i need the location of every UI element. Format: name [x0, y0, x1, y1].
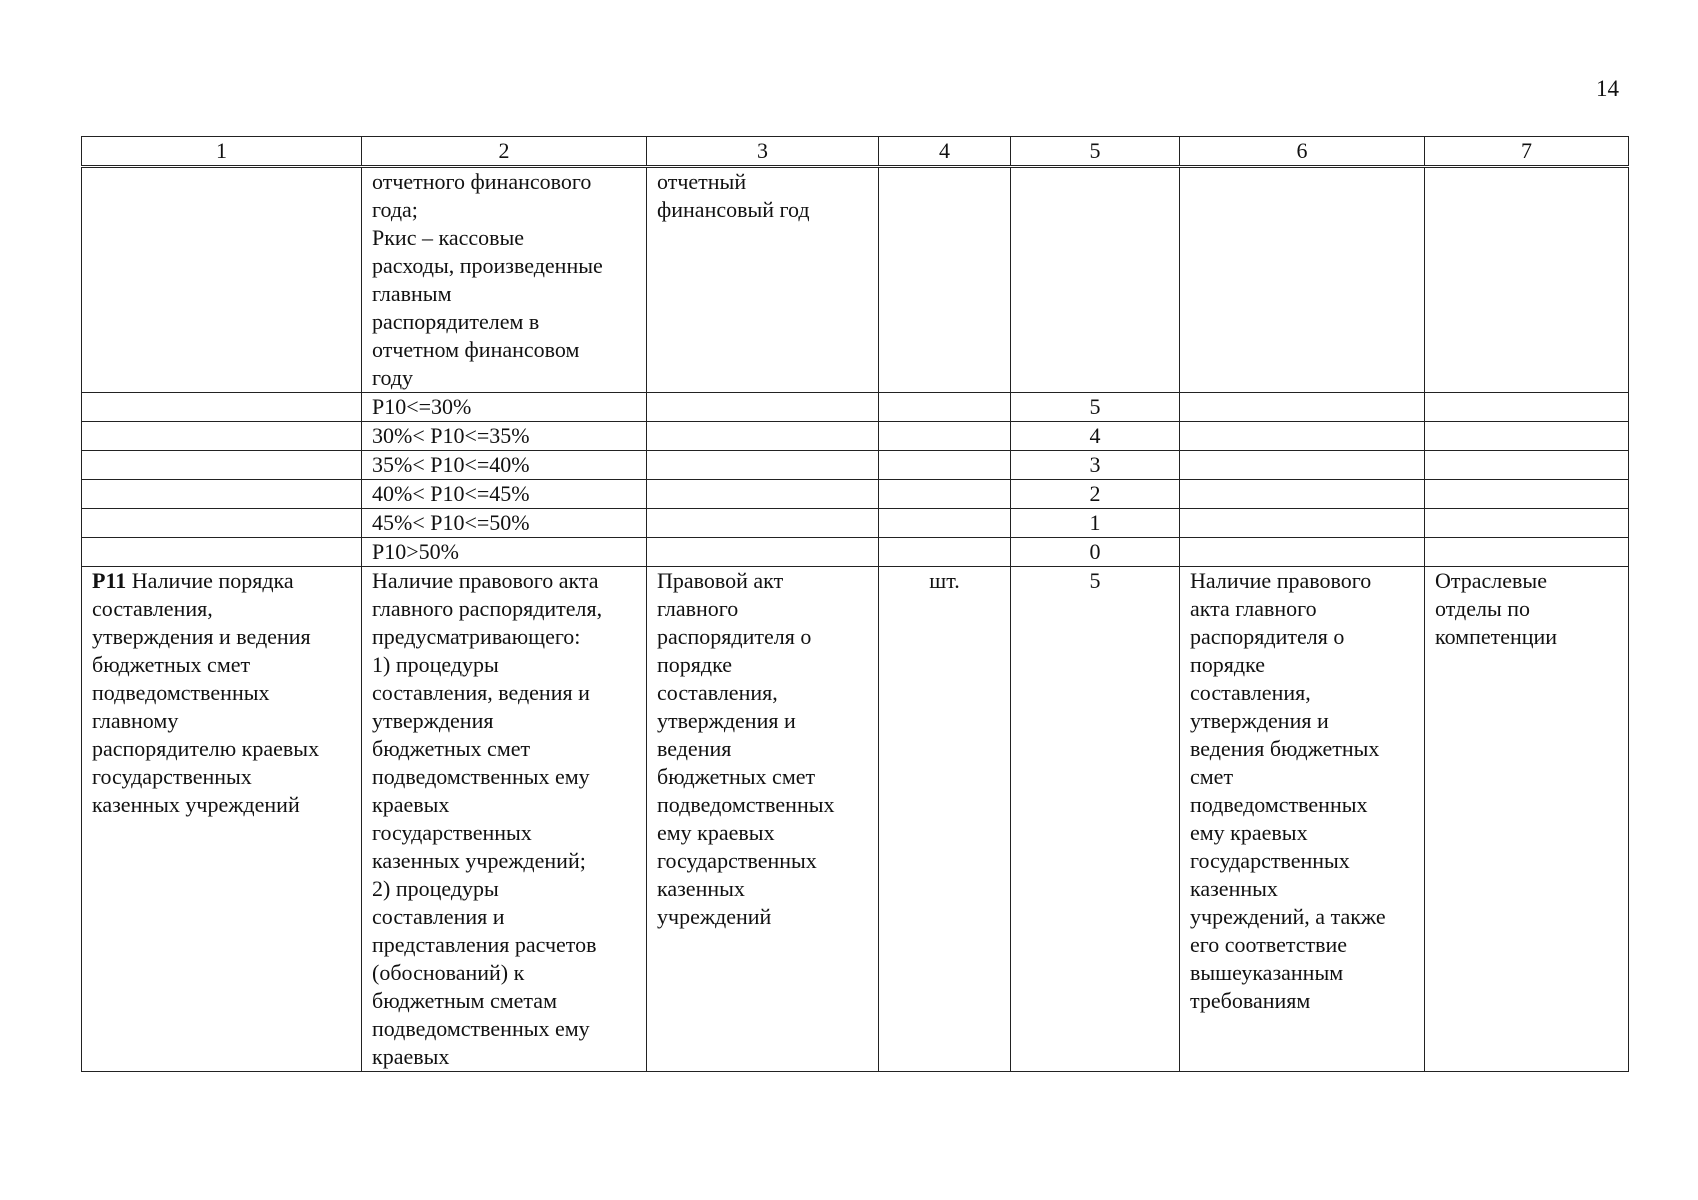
- text-line: бюджетных смет: [657, 764, 816, 789]
- text-line: компетенции: [1435, 624, 1558, 649]
- text-line: [92, 567, 353, 595]
- table-header-row: [82, 137, 1629, 167]
- text-line: отчетного финансового: [372, 169, 592, 194]
- text-line: бюджетных смет: [372, 736, 531, 761]
- text-line: требованиям: [1190, 988, 1311, 1013]
- text-line: главного: [657, 596, 739, 621]
- cell-condition: 40%< Р10<=45%: [362, 480, 647, 509]
- text-line: учреждений: [657, 904, 772, 929]
- cell-empty: [82, 451, 362, 480]
- text-line: распорядителя о: [1190, 624, 1345, 649]
- text-line: (обоснований) к: [372, 960, 525, 985]
- text-line: утверждения: [372, 708, 494, 733]
- indicator-title: Наличие порядка: [126, 568, 294, 593]
- cell-empty: [1180, 451, 1425, 480]
- text-line: казенных: [1190, 876, 1278, 901]
- cell-empty: [82, 167, 362, 393]
- cell-empty: [1425, 393, 1629, 422]
- text-line: утверждения и: [657, 708, 796, 733]
- column-number-2: 2: [362, 137, 647, 167]
- cell-empty: [879, 451, 1011, 480]
- text-line: смет: [1190, 764, 1234, 789]
- text-line: бюджетным сметам: [372, 988, 557, 1013]
- cell-empty: [647, 480, 879, 509]
- cell-condition: Р10<=30%: [362, 393, 647, 422]
- cell-points: 4: [1011, 422, 1180, 451]
- text-line: финансовый год: [657, 197, 810, 222]
- text-line: государственных: [1190, 848, 1350, 873]
- text-line: составления,: [1190, 680, 1311, 705]
- text-line: акта главного: [1190, 596, 1317, 621]
- text-line: году: [372, 365, 414, 390]
- cell-empty: [1425, 422, 1629, 451]
- text-line: подведомственных: [1190, 792, 1368, 817]
- text-line: государственных: [92, 764, 252, 789]
- text-line: составления, ведения и: [372, 680, 590, 705]
- cell-empty: [647, 393, 879, 422]
- text-line: государственных: [372, 820, 532, 845]
- text-line: казенных учреждений;: [372, 848, 586, 873]
- cell-empty: [82, 480, 362, 509]
- text-line: бюджетных смет: [92, 652, 251, 677]
- table-row-score: [82, 451, 1629, 480]
- cell-empty: [647, 451, 879, 480]
- column-number-5: 5: [1011, 137, 1180, 167]
- text-line: главным: [372, 281, 452, 306]
- text-line: предусматривающего:: [372, 624, 581, 649]
- text-line: его соответствие: [1190, 932, 1348, 957]
- text-line: Отраслевые: [1435, 568, 1547, 593]
- text-line: года;: [372, 197, 418, 222]
- cell-empty: [1425, 538, 1629, 567]
- text-line: утверждения и ведения: [92, 624, 311, 649]
- cell-empty: [647, 538, 879, 567]
- cell-empty: [1180, 422, 1425, 451]
- text-line: подведомственных: [92, 680, 270, 705]
- indicator-code: Р11: [92, 568, 127, 593]
- cell-empty: [82, 538, 362, 567]
- column-number-4: 4: [879, 137, 1011, 167]
- cell-empty: [879, 538, 1011, 567]
- cell-empty: [1180, 393, 1425, 422]
- cell-empty: [879, 509, 1011, 538]
- text-line: распорядителю краевых: [92, 736, 320, 761]
- table-row-score: [82, 480, 1629, 509]
- cell-responsible: [1425, 567, 1629, 1072]
- cell-empty: [647, 509, 879, 538]
- table-row-continuation: [82, 167, 1629, 393]
- text-line: распорядителя о: [657, 624, 812, 649]
- text-line: государственных: [657, 848, 817, 873]
- cell-points: 0: [1011, 538, 1180, 567]
- cell-criteria: [1180, 567, 1425, 1072]
- text-line: казенных: [657, 876, 745, 901]
- text-line: составления,: [657, 680, 778, 705]
- cell-condition: 35%< Р10<=40%: [362, 451, 647, 480]
- cell-empty: [1425, 480, 1629, 509]
- cell-formula-description: [362, 567, 647, 1072]
- cell-empty: [82, 509, 362, 538]
- column-number-3: 3: [647, 137, 879, 167]
- cell-source-data: [647, 167, 879, 393]
- cell-empty: [647, 422, 879, 451]
- cell-empty: [879, 480, 1011, 509]
- cell-points: 5: [1011, 567, 1180, 1072]
- text-line: составления,: [92, 596, 213, 621]
- text-line: порядке: [657, 652, 732, 677]
- column-number-6: 6: [1180, 137, 1425, 167]
- text-line: Наличие правового акта: [372, 568, 599, 593]
- table-row-score: [82, 509, 1629, 538]
- text-line: утверждения и: [1190, 708, 1329, 733]
- cell-condition: 45%< Р10<=50%: [362, 509, 647, 538]
- table-row-score: [82, 422, 1629, 451]
- cell-empty: [82, 393, 362, 422]
- cell-empty: [879, 167, 1011, 393]
- text-line: ему краевых: [657, 820, 775, 845]
- cell-indicator-name: [82, 567, 362, 1072]
- text-line: вышеуказанным: [1190, 960, 1344, 985]
- cell-empty: [1180, 480, 1425, 509]
- text-line: Ркис – кассовые: [372, 225, 525, 250]
- text-line: 2) процедуры: [372, 876, 499, 901]
- text-line: ему краевых: [1190, 820, 1308, 845]
- text-line: представления расчетов: [372, 932, 597, 957]
- text-line: Наличие правового: [1190, 568, 1372, 593]
- text-line: краевых: [372, 1044, 450, 1069]
- text-line: главного распорядителя,: [372, 596, 603, 621]
- text-line: подведомственных: [657, 792, 835, 817]
- cell-points: 1: [1011, 509, 1180, 538]
- text-line: главному: [92, 708, 179, 733]
- text-line: распорядителем в: [372, 309, 540, 334]
- cell-empty: [1180, 509, 1425, 538]
- text-line: ведения: [657, 736, 732, 761]
- cell-points: 5: [1011, 393, 1180, 422]
- table-row-p11: [82, 567, 1629, 1072]
- text-line: расходы, произведенные: [372, 253, 603, 278]
- cell-points: 2: [1011, 480, 1180, 509]
- text-line: учреждений, а также: [1190, 904, 1386, 929]
- text-line: отчетный: [657, 169, 747, 194]
- cell-source-data: [647, 567, 879, 1072]
- text-line: ведения бюджетных: [1190, 736, 1380, 761]
- cell-empty: [1425, 451, 1629, 480]
- cell-empty: [1180, 167, 1425, 393]
- cell-empty: [879, 422, 1011, 451]
- text-line: отделы по: [1435, 596, 1531, 621]
- text-line: составления и: [372, 904, 505, 929]
- cell-condition: Р10>50%: [362, 538, 647, 567]
- column-number-7: 7: [1425, 137, 1629, 167]
- text-line: казенных учреждений: [92, 792, 300, 817]
- table-row-score: [82, 393, 1629, 422]
- text-line: подведомственных ему: [372, 764, 590, 789]
- cell-condition: 30%< Р10<=35%: [362, 422, 647, 451]
- cell-empty: [1011, 167, 1180, 393]
- cell-empty: [1425, 167, 1629, 393]
- cell-points: 3: [1011, 451, 1180, 480]
- text-line: 1) процедуры: [372, 652, 499, 677]
- page-number: 14: [1596, 76, 1619, 101]
- indicators-table: [81, 136, 1629, 1072]
- text-line: отчетном финансовом: [372, 337, 580, 362]
- column-number-1: 1: [82, 137, 362, 167]
- cell-empty: [1180, 538, 1425, 567]
- cell-formula-description: [362, 167, 647, 393]
- cell-empty: [879, 393, 1011, 422]
- table-row-score: [82, 538, 1629, 567]
- cell-unit: шт.: [879, 567, 1011, 1072]
- cell-empty: [82, 422, 362, 451]
- text-line: краевых: [372, 792, 450, 817]
- text-line: порядке: [1190, 652, 1265, 677]
- text-line: Правовой акт: [657, 568, 784, 593]
- cell-empty: [1425, 509, 1629, 538]
- text-line: подведомственных ему: [372, 1016, 590, 1041]
